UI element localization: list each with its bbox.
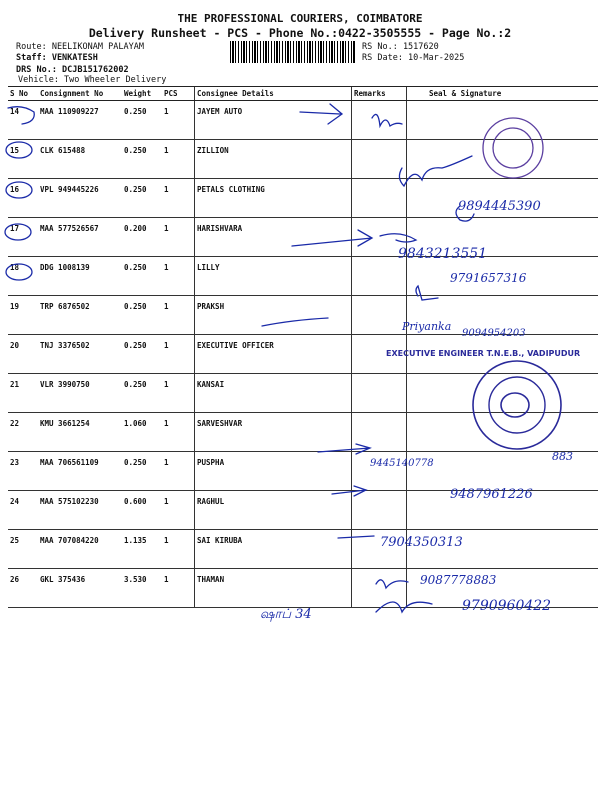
sno-cell-text: 25 <box>10 536 20 545</box>
vehicle-label: Vehicle: Two Wheeler Delivery <box>18 75 167 85</box>
col-seal: Seal & Signature <box>407 87 599 101</box>
sno-cell-text: 15 <box>10 146 20 155</box>
consignment-cell <box>38 257 122 296</box>
pcs-cell <box>162 452 195 491</box>
consignee-cell-text: HARISHVARA <box>197 224 243 233</box>
consignee-cell <box>195 335 352 374</box>
pcs-cell <box>162 257 195 296</box>
consignee-cell <box>195 374 352 413</box>
remarks-cell <box>352 452 407 491</box>
pcs-cell-text: 1 <box>164 575 169 584</box>
pcs-cell-text: 1 <box>164 185 169 194</box>
weight-cell-text: 0.250 <box>124 107 147 116</box>
table-row <box>8 140 598 179</box>
handwritten-phone-23: 9487961226 <box>450 487 533 502</box>
consignment-cell-text: CLK 615488 <box>40 146 86 155</box>
pcs-cell-text: 1 <box>164 224 169 233</box>
table-header-row <box>8 87 598 101</box>
consignee-cell-text: THAMAN <box>197 575 225 584</box>
table-row <box>8 218 598 257</box>
consignee-cell <box>195 530 352 569</box>
weight-cell <box>122 257 162 296</box>
consignee-cell-text: RAGHUL <box>197 497 225 506</box>
remarks-cell <box>352 569 407 608</box>
consignment-cell <box>38 101 122 140</box>
pcs-cell-text: 1 <box>164 341 169 350</box>
handwritten-phone-18: 9791657316 <box>450 271 527 285</box>
seal-cell <box>407 491 599 530</box>
sno-cell <box>8 179 38 218</box>
pcs-cell-text: 1 <box>164 419 169 428</box>
consignment-cell <box>38 569 122 608</box>
consignee-cell <box>195 413 352 452</box>
pcs-cell <box>162 335 195 374</box>
pcs-cell <box>162 179 195 218</box>
col-sno: S No <box>8 87 38 101</box>
consignment-cell-text: MAA 577526567 <box>40 224 99 233</box>
seal-cell <box>407 257 599 296</box>
pcs-cell <box>162 296 195 335</box>
handwritten-remark-26: ஷாப் 34 <box>260 607 312 622</box>
table-row <box>8 257 598 296</box>
handwritten-phone-22: 9445140778 <box>370 458 434 469</box>
consignee-cell-text: JAYEM AUTO <box>197 107 243 116</box>
consignee-cell <box>195 491 352 530</box>
weight-cell <box>122 530 162 569</box>
weight-cell-text: 0.250 <box>124 341 147 350</box>
table-row <box>8 374 598 413</box>
handwritten-note-22: 883 <box>552 450 573 463</box>
consignee-cell <box>195 452 352 491</box>
remarks-cell <box>352 179 407 218</box>
pcs-cell <box>162 413 195 452</box>
sno-cell-text: 14 <box>10 107 20 116</box>
weight-cell <box>122 335 162 374</box>
weight-cell <box>122 296 162 335</box>
pcs-cell-text: 1 <box>164 263 169 272</box>
sno-cell-text: 26 <box>10 575 20 584</box>
weight-cell <box>122 101 162 140</box>
sno-cell-text: 16 <box>10 185 20 194</box>
seal-cell <box>407 140 599 179</box>
sno-cell-text: 19 <box>10 302 20 311</box>
consignment-cell-text: MAA 707084220 <box>40 536 99 545</box>
pcs-cell-text: 1 <box>164 380 169 389</box>
consignee-cell <box>195 218 352 257</box>
table-row <box>8 452 598 491</box>
pcs-cell-text: 1 <box>164 497 169 506</box>
consignment-cell-text: MAA 706561109 <box>40 458 99 467</box>
consignee-cell-text: PUSPHA <box>197 458 225 467</box>
pcs-cell <box>162 569 195 608</box>
weight-cell-text: 0.250 <box>124 302 147 311</box>
consignment-cell-text: GKL 375436 <box>40 575 86 584</box>
consignment-cell <box>38 218 122 257</box>
consignment-cell-text: TNJ 3376502 <box>40 341 90 350</box>
stamp-executive-engineer: EXECUTIVE ENGINEER T.N.E.B., VADIPUDUR <box>386 349 581 358</box>
consignee-cell <box>195 296 352 335</box>
table-row <box>8 530 598 569</box>
col-consignment: Consignment No <box>38 87 122 101</box>
sno-cell <box>8 140 38 179</box>
weight-cell-text: 0.250 <box>124 380 147 389</box>
consignment-cell-text: MAA 575102230 <box>40 497 99 506</box>
sno-cell <box>8 218 38 257</box>
consignment-cell <box>38 491 122 530</box>
weight-cell <box>122 413 162 452</box>
col-weight: Weight <box>122 87 162 101</box>
barcode-image <box>230 41 355 63</box>
pcs-cell <box>162 491 195 530</box>
runsheet-table <box>8 86 598 608</box>
company-title: THE PROFESSIONAL COURIERS, COIMBATORE <box>177 12 423 25</box>
weight-cell-text: 0.600 <box>124 497 147 506</box>
pcs-cell <box>162 101 195 140</box>
staff-label: Staff: VENKATESH <box>16 53 98 63</box>
consignment-cell <box>38 296 122 335</box>
weight-cell-text: 3.530 <box>124 575 147 584</box>
consignee-cell-text: SARVESHVAR <box>197 419 243 428</box>
seal-cell <box>407 179 599 218</box>
sno-cell <box>8 374 38 413</box>
seal-cell <box>407 335 599 374</box>
consignment-cell <box>38 335 122 374</box>
table-row <box>8 569 598 608</box>
weight-cell-text: 0.250 <box>124 185 147 194</box>
seal-cell <box>407 569 599 608</box>
consignee-cell-text: EXECUTIVE OFFICER <box>197 341 274 350</box>
weight-cell <box>122 218 162 257</box>
col-remarks: Remarks <box>352 87 407 101</box>
sno-cell-text: 20 <box>10 341 20 350</box>
weight-cell-text: 0.250 <box>124 263 147 272</box>
consignee-cell <box>195 257 352 296</box>
pcs-cell-text: 1 <box>164 536 169 545</box>
sno-cell-text: 21 <box>10 380 20 389</box>
consignment-cell-text: KMU 3661254 <box>40 419 90 428</box>
sno-cell <box>8 296 38 335</box>
remarks-cell <box>352 218 407 257</box>
consignment-cell-text: TRP 6876502 <box>40 302 90 311</box>
handwritten-phone-24: 7904350313 <box>380 535 463 550</box>
pcs-cell-text: 1 <box>164 302 169 311</box>
table-row <box>8 296 598 335</box>
weight-cell-text: 1.060 <box>124 419 147 428</box>
sno-cell-text: 24 <box>10 497 20 506</box>
remarks-cell <box>352 374 407 413</box>
consignment-cell-text: VLR 3990750 <box>40 380 90 389</box>
handwritten-phone-25: 9087778883 <box>420 573 497 587</box>
col-consignee: Consignee Details <box>195 87 352 101</box>
seal-cell <box>407 218 599 257</box>
rs-number: RS No.: 1517620 <box>362 42 439 52</box>
sno-cell <box>8 530 38 569</box>
seal-cell <box>407 296 599 335</box>
weight-cell <box>122 179 162 218</box>
consignee-cell-text: KANSAI <box>197 380 225 389</box>
seal-cell <box>407 452 599 491</box>
seal-cell <box>407 413 599 452</box>
consignee-cell <box>195 569 352 608</box>
runsheet-subtitle: Delivery Runsheet - PCS - Phone No.:0422-3505555 - Page No.:2 <box>88 26 512 40</box>
remarks-cell <box>352 101 407 140</box>
sno-cell <box>8 257 38 296</box>
handwritten-phone-19: 9094954203 <box>462 328 526 339</box>
sno-cell-text: 17 <box>10 224 20 233</box>
weight-cell <box>122 452 162 491</box>
remarks-cell <box>352 413 407 452</box>
sno-cell <box>8 491 38 530</box>
sno-cell <box>8 569 38 608</box>
handwritten-name-19: Priyanka <box>402 320 452 333</box>
pcs-cell <box>162 140 195 179</box>
consignee-cell-text: ZILLION <box>197 146 229 155</box>
remarks-cell <box>352 257 407 296</box>
seal-cell <box>407 374 599 413</box>
handwritten-phone-26: 9790960422 <box>462 598 552 614</box>
weight-cell-text: 0.200 <box>124 224 147 233</box>
route-label: Route: NEELIKONAM PALAYAM <box>16 42 144 52</box>
sno-cell-text: 23 <box>10 458 20 467</box>
weight-cell <box>122 491 162 530</box>
table-row <box>8 179 598 218</box>
pcs-cell-text: 1 <box>164 107 169 116</box>
sno-cell <box>8 335 38 374</box>
weight-cell-text: 1.135 <box>124 536 147 545</box>
consignment-cell <box>38 530 122 569</box>
consignee-cell-text: PETALS CLOTHING <box>197 185 265 194</box>
handwritten-phone-16: 9894445390 <box>458 199 541 214</box>
seal-cell <box>407 101 599 140</box>
remarks-cell <box>352 335 407 374</box>
weight-cell <box>122 374 162 413</box>
drs-number: DRS No.: DCJB151762002 <box>16 65 129 75</box>
table-row <box>8 101 598 140</box>
consignee-cell <box>195 179 352 218</box>
consignee-cell <box>195 101 352 140</box>
seal-cell <box>407 530 599 569</box>
consignment-cell <box>38 140 122 179</box>
consignee-cell-text: PRAKSH <box>197 302 225 311</box>
pcs-cell-text: 1 <box>164 146 169 155</box>
sno-cell-text: 18 <box>10 263 20 272</box>
table-row <box>8 335 598 374</box>
consignee-cell <box>195 140 352 179</box>
pcs-cell <box>162 374 195 413</box>
remarks-cell <box>352 140 407 179</box>
pcs-cell <box>162 530 195 569</box>
consignment-cell <box>38 452 122 491</box>
remarks-cell <box>352 296 407 335</box>
consignee-cell-text: LILLY <box>197 263 220 272</box>
consignment-cell <box>38 179 122 218</box>
remarks-cell <box>352 530 407 569</box>
consignment-cell-text: MAA 110909227 <box>40 107 99 116</box>
weight-cell <box>122 140 162 179</box>
consignment-cell <box>38 374 122 413</box>
table-row <box>8 491 598 530</box>
sno-cell <box>8 101 38 140</box>
consignment-cell-text: VPL 949445226 <box>40 185 99 194</box>
consignee-cell-text: SAI KIRUBA <box>197 536 243 545</box>
weight-cell-text: 0.250 <box>124 146 147 155</box>
consignment-cell <box>38 413 122 452</box>
pcs-cell <box>162 218 195 257</box>
pcs-cell-text: 1 <box>164 458 169 467</box>
rs-date: RS Date: 10-Mar-2025 <box>362 53 465 63</box>
table-row <box>8 413 598 452</box>
sno-cell <box>8 413 38 452</box>
remarks-cell <box>352 491 407 530</box>
col-pcs: PCS <box>162 87 195 101</box>
handwritten-phone-17: 9843213551 <box>398 246 488 262</box>
weight-cell-text: 0.250 <box>124 458 147 467</box>
weight-cell <box>122 569 162 608</box>
sno-cell <box>8 452 38 491</box>
sno-cell-text: 22 <box>10 419 20 428</box>
consignment-cell-text: DDG 1008139 <box>40 263 90 272</box>
